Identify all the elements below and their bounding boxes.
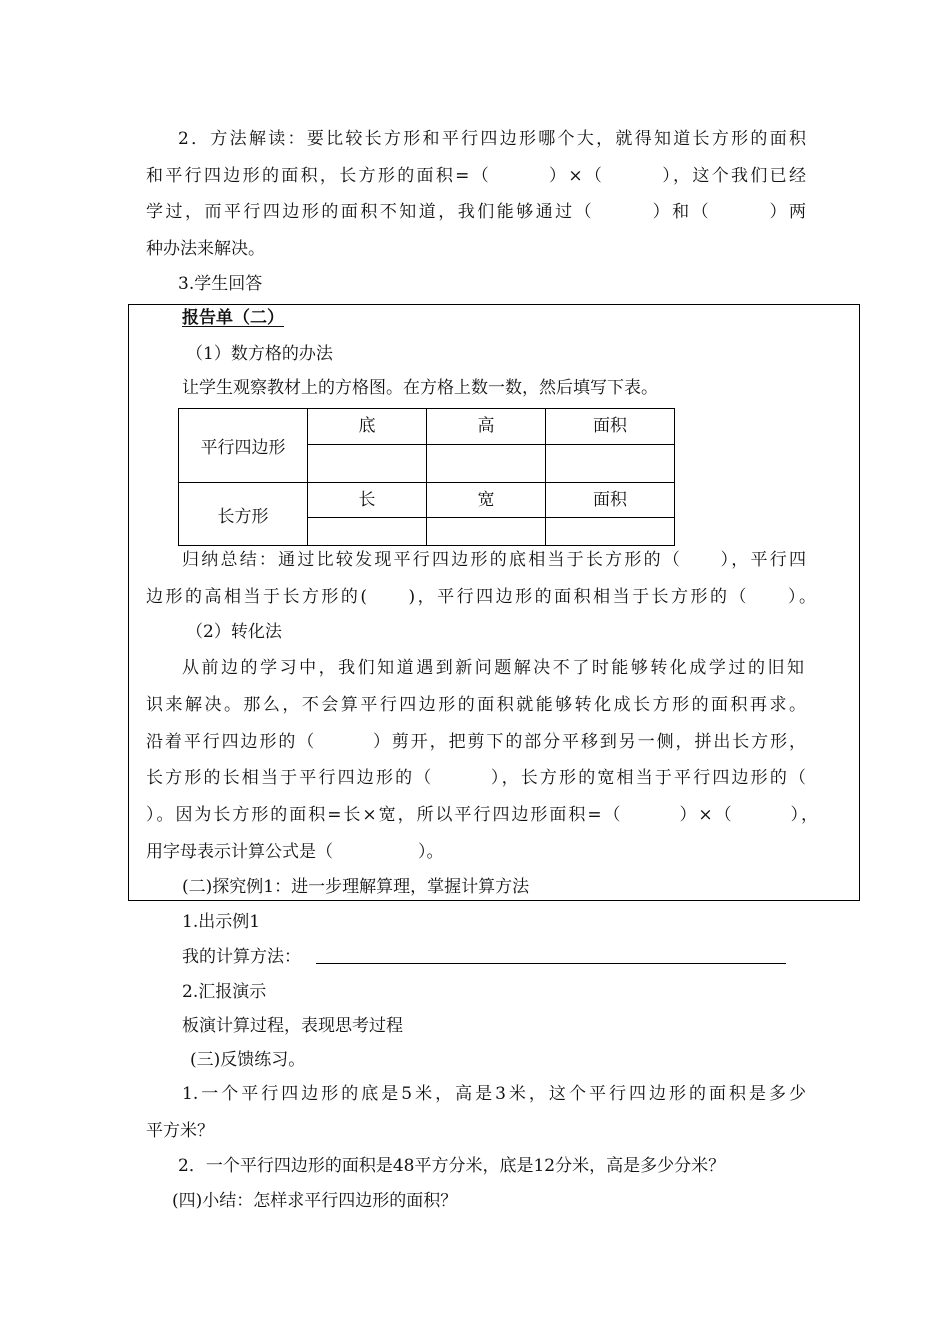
method2-title: （2）转化法 (186, 622, 282, 642)
my-method-label: 我的计算方法： (182, 947, 301, 967)
exercise-2: 2．一个平行四边形的面积是48平方分米，底是12分米，高是多少分米？ (178, 1156, 726, 1176)
practice-heading: (三)反馈练习。 (190, 1050, 306, 1070)
input-cell-area-rectangle[interactable] (546, 518, 675, 546)
exercise-1-line-2: 平方米？ (146, 1121, 214, 1141)
board-demo-text: 板演计算过程，表现思考过程 (182, 1016, 403, 1036)
transform-paragraph-line-5: ）。因为长方形的面积=长×宽，所以平行四边形面积=（ ）×（ ）， (146, 805, 818, 825)
explore-example-heading: (二)探究例1：进一步理解算理，掌握计算方法 (182, 877, 530, 897)
header-area-parallelogram: 面积 (546, 409, 675, 445)
show-example-heading: 1.出示例1 (182, 912, 261, 932)
my-method-answer-line[interactable] (316, 963, 786, 964)
header-height: 高 (427, 409, 546, 445)
method-explanation-line-3: 学过，而平行四边形的面积不知道，我们能够通过（ ）和（ ）两 (146, 202, 806, 222)
summary-line-1: 归纳总结：通过比较发现平行四边形的底相当于长方形的（ ），平行四 (182, 550, 806, 570)
input-cell-area-parallelogram[interactable] (546, 445, 675, 483)
input-cell-base[interactable] (308, 445, 427, 483)
method-explanation-line-2: 和平行四边形的面积，长方形的面积=（ ）×（ ），这个我们已经 (146, 166, 806, 186)
report-title: 报告单（二） (182, 308, 284, 328)
header-base: 底 (308, 409, 427, 445)
student-answer-heading: 3.学生回答 (178, 274, 263, 294)
report-demo-heading: 2.汇报演示 (182, 982, 267, 1002)
transform-paragraph-line-3: 沿着平行四边形的（ ）剪开，把剪下的部分平移到另一侧，拼出长方形， (146, 732, 806, 752)
input-cell-length[interactable] (308, 518, 427, 546)
summary-line-2: 边形的高相当于长方形的( )，平行四边形的面积相当于长方形的（ ）。 (146, 587, 816, 607)
row-label-rectangle: 长方形 (179, 483, 308, 546)
formula-prompt: 用字母表示计算公式是（ ）。 (146, 842, 444, 862)
transform-paragraph-line-4: 长方形的长相当于平行四边形的（ ），长方形的宽相当于平行四边形的（ (146, 768, 806, 788)
method-explanation-line-4: 种办法来解决。 (146, 239, 265, 259)
comparison-table (178, 408, 675, 546)
transform-paragraph-line-2: 识来解决。那么，不会算平行四边形的面积就能够转化成长方形的面积再求。 (146, 695, 806, 715)
exercise-1-line-1: 1.一个平行四边形的底是5米，高是3米，这个平行四边形的面积是多少 (182, 1084, 806, 1104)
row-label-parallelogram: 平行四边形 (179, 409, 308, 483)
method1-description: 让学生观察教材上的方格图。在方格上数一数，然后填写下表。 (182, 378, 658, 398)
method1-title: （1）数方格的办法 (186, 344, 333, 364)
method-explanation-line-1: 2．方法解读：要比较长方形和平行四边形哪个大，就得知道长方形的面积 (178, 129, 806, 149)
header-width: 宽 (427, 483, 546, 518)
header-length: 长 (308, 483, 427, 518)
summary-question: (四)小结：怎样求平行四边形的面积？ (172, 1191, 458, 1211)
transform-paragraph-line-1: 从前边的学习中，我们知道遇到新问题解决不了时能够转化成学过的旧知 (182, 658, 804, 678)
input-cell-height[interactable] (427, 445, 546, 483)
input-cell-width[interactable] (427, 518, 546, 546)
header-area-rectangle: 面积 (546, 483, 675, 518)
